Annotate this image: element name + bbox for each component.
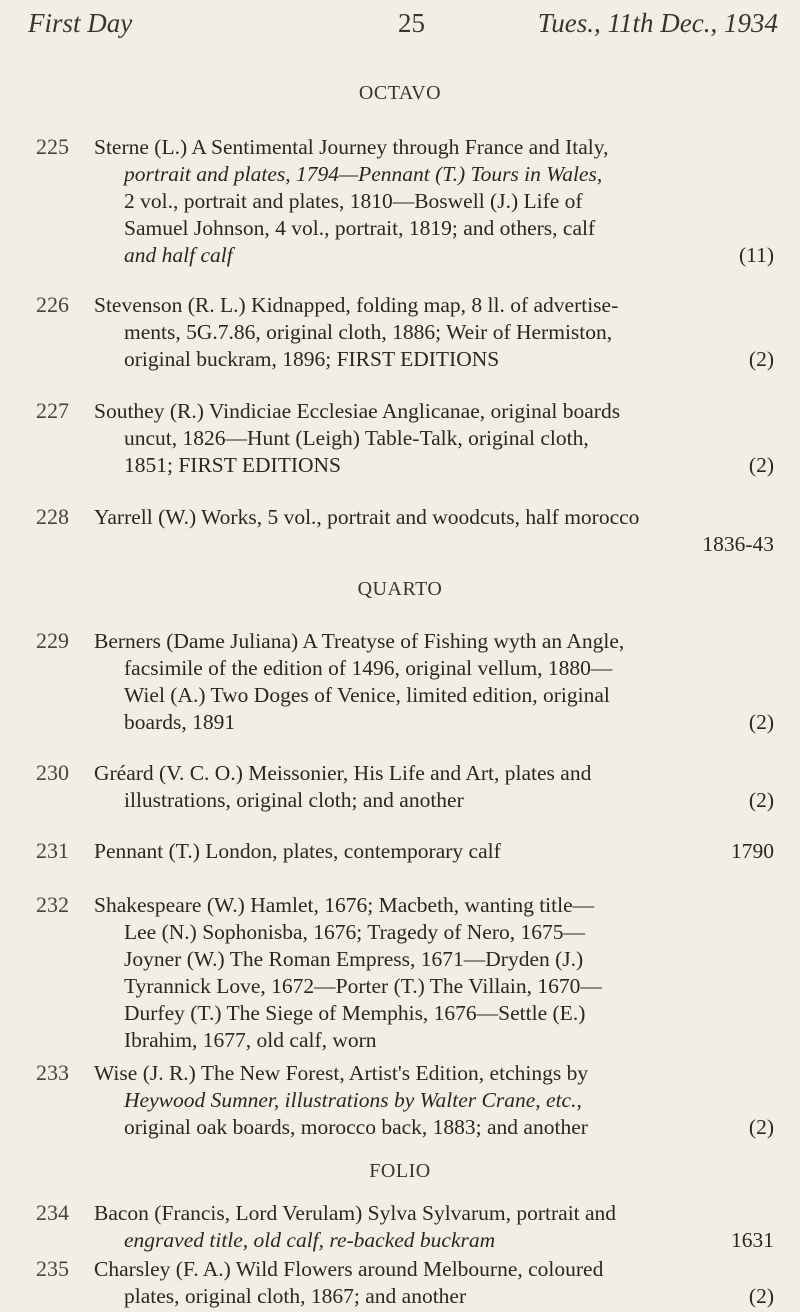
lot-line-text: Pennant (T.) London, plates, contemporary calf	[94, 839, 501, 863]
lot-line: Joyner (W.) The Roman Empress, 1671—Dryden (J.)	[124, 947, 584, 971]
lot-quantity: (2)	[748, 788, 774, 812]
lot-line: Southey (R.) Vindiciae Ecclesiae Anglicanae, original boards	[94, 399, 621, 423]
page-number: 25	[398, 8, 425, 38]
lot-line: Lee (N.) Sophonisba, 1676; Tragedy of Nero, 1675—	[124, 920, 586, 944]
lot-entry	[36, 838, 776, 865]
lot-description	[94, 760, 774, 814]
lot-number: 230	[36, 760, 69, 785]
lot-number: 234	[36, 1200, 69, 1225]
lot-line: Shakespeare (W.) Hamlet, 1676; Macbeth, wanting title—	[94, 893, 595, 917]
lot-line: Stevenson (R. L.) Kidnapped, folding map, 8 ll. of advertise-	[94, 293, 619, 317]
lot-line-text: and half calf	[124, 243, 233, 267]
lot-line: Ibrahim, 1677, old calf, worn	[124, 1028, 377, 1052]
lot-line: Berners (Dame Juliana) A Treatyse of Fishing wyth an Angle,	[94, 629, 625, 653]
lot-line	[94, 531, 774, 558]
lot-number: 227	[36, 398, 69, 423]
lot-line	[94, 838, 774, 865]
lot-line-text: boards, 1891	[124, 710, 236, 734]
lot-description	[94, 838, 774, 865]
lot-entry	[36, 1060, 776, 1141]
lot-quantity: (2)	[748, 453, 774, 477]
lot-number: 233	[36, 1060, 69, 1085]
lot-quantity: (2)	[748, 1284, 774, 1308]
lot-entry	[36, 1256, 776, 1310]
lot-quantity: (2)	[748, 710, 774, 734]
lot-quantity: (11)	[738, 243, 774, 267]
lot-line: Sterne (L.) A Sentimental Journey through France and Italy,	[94, 135, 609, 159]
lot-date: 1631	[731, 1228, 774, 1252]
lot-description	[94, 504, 774, 558]
lot-line: 2 vol., portrait and plates, 1810—Boswell (J.) Life of	[124, 189, 583, 213]
lot-description	[94, 628, 774, 736]
lot-entry	[36, 398, 776, 479]
lot-quantity: (2)	[748, 1115, 774, 1139]
lot-line-text: 1851; FIRST EDITIONS	[124, 453, 342, 477]
lot-line	[94, 346, 774, 373]
lot-line: Durfey (T.) The Siege of Memphis, 1676—Settle (E.)	[124, 1001, 586, 1025]
lot-description	[94, 892, 774, 1054]
lot-line: Yarrell (W.) Works, 5 vol., portrait and woodcuts, half morocco	[94, 505, 640, 529]
lot-description	[94, 398, 774, 479]
lot-line-text: illustrations, original cloth; and another	[124, 788, 464, 812]
lot-number: 229	[36, 628, 69, 653]
lot-entry	[36, 292, 776, 373]
lot-line-text: plates, original cloth, 1867; and another	[124, 1284, 467, 1308]
lot-number: 225	[36, 134, 69, 159]
lot-description	[94, 134, 774, 269]
lot-number: 235	[36, 1256, 69, 1281]
lot-line: Gréard (V. C. O.) Meissonier, His Life and Art, plates and	[94, 761, 592, 785]
lot-line	[94, 1227, 774, 1254]
lot-line: portrait and plates, 1794—Pennant (T.) Tours in Wales,	[124, 162, 603, 186]
lot-number: 226	[36, 292, 69, 317]
lot-entry	[36, 134, 776, 269]
lot-line: Tyrannick Love, 1672—Porter (T.) The Villain, 1670—	[124, 974, 602, 998]
header-date: Tues., 11th Dec., 1934	[537, 8, 778, 38]
lot-quantity: (2)	[748, 347, 774, 371]
lot-entry	[36, 892, 776, 1054]
lot-line: Samuel Johnson, 4 vol., portrait, 1819; and others, calf	[124, 216, 596, 240]
lot-line	[94, 242, 774, 269]
lot-entry	[36, 504, 776, 558]
lot-line	[94, 1283, 774, 1310]
lot-description	[94, 292, 774, 373]
lot-line: facsimile of the edition of 1496, original vellum, 1880—	[124, 656, 613, 680]
lot-date: 1790	[731, 839, 774, 863]
lot-line: Wise (J. R.) The New Forest, Artist's Edition, etchings by	[94, 1061, 589, 1085]
lot-line: uncut, 1826—Hunt (Leigh) Table-Talk, original cloth,	[124, 426, 589, 450]
lot-number: 232	[36, 892, 69, 917]
section-heading-quarto: QUARTO	[357, 578, 443, 600]
lot-entry	[36, 1200, 776, 1254]
lot-line-text: engraved title, old calf, re-backed buckram	[124, 1228, 496, 1252]
lot-line: Wiel (A.) Two Doges of Venice, limited edition, original	[124, 683, 610, 707]
lot-line: Bacon (Francis, Lord Verulam) Sylva Sylvarum, portrait and	[94, 1201, 617, 1225]
lot-line	[94, 787, 774, 814]
lot-line: Heywood Sumner, illustrations by Walter Crane, etc.,	[124, 1088, 582, 1112]
running-head	[28, 8, 778, 42]
lot-number: 231	[36, 838, 69, 863]
section-heading-folio: FOLIO	[369, 1160, 431, 1182]
section-heading-octavo: OCTAVO	[358, 82, 442, 104]
lot-date: 1836-43	[702, 532, 774, 556]
lot-line-text: original oak boards, morocco back, 1883; and another	[124, 1115, 588, 1139]
lot-number: 228	[36, 504, 69, 529]
lot-line: Charsley (F. A.) Wild Flowers around Melbourne, coloured	[94, 1257, 604, 1281]
lot-line	[94, 709, 774, 736]
lot-description	[94, 1256, 774, 1310]
lot-line	[94, 1114, 774, 1141]
lot-line: ments, 5G.7.86, original cloth, 1886; Weir of Hermiston,	[124, 320, 613, 344]
header-day: First Day	[28, 8, 133, 38]
lot-line-text: original buckram, 1896; FIRST EDITIONS	[124, 347, 500, 371]
lot-entry	[36, 760, 776, 814]
lot-description	[94, 1200, 774, 1254]
lot-line	[94, 452, 774, 479]
lot-description	[94, 1060, 774, 1141]
lot-entry	[36, 628, 776, 736]
